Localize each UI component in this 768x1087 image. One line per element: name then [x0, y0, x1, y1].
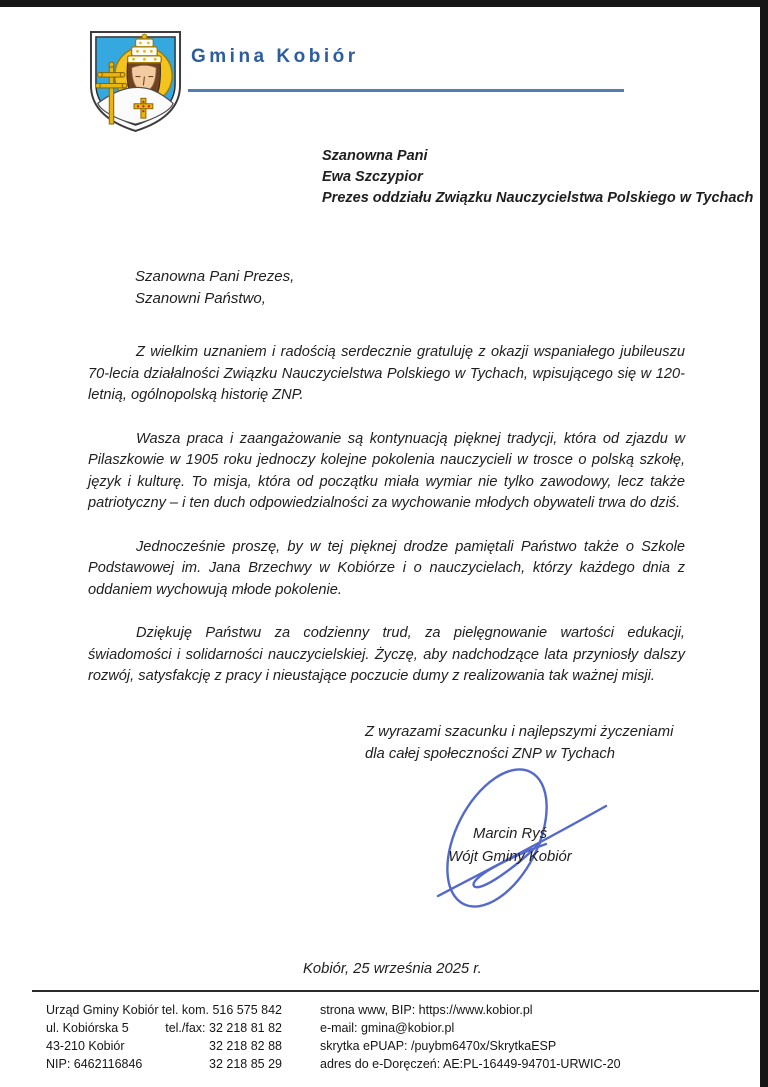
closing-line: Z wyrazami szacunku i najlepszymi życzeniami: [365, 724, 674, 740]
recipient-block: [322, 146, 753, 209]
footer-phone: tel./fax: 32 218 81 82: [165, 1021, 282, 1035]
footer-edoreczenia: adres do e-Doręczeń: AE:PL-16449-94701-URWIC-20: [320, 1057, 621, 1071]
recipient-name: Ewa Szczypior: [322, 169, 423, 185]
footer-email: e-mail: gmina@kobior.pl: [320, 1021, 455, 1035]
signature-name: Marcin Ryś: [473, 826, 547, 842]
footer-nip: NIP: 6462116846: [46, 1057, 143, 1071]
salutation-block: [135, 266, 294, 310]
recipient-line: Szanowna Pani: [322, 148, 428, 164]
recipient-role: Prezes oddziału Związku Nauczycielstwa Polskiego w Tychach: [322, 190, 754, 206]
footer-phone: 32 218 85 29: [209, 1057, 282, 1071]
footer-phones: [157, 1001, 282, 1073]
org-name: Gmina Kobiór: [191, 46, 359, 67]
closing-line: dla całej społeczności ZNP w Tychach: [365, 746, 616, 762]
footer-epuap: skrytka ePUAP: /puybm6470x/SkrytkaESP: [320, 1039, 557, 1053]
footer-street: ul. Kobiórska 5: [46, 1021, 129, 1035]
footer-online: [320, 1001, 621, 1073]
date-line: Kobiór, 25 września 2025 r.: [303, 961, 482, 977]
letter-body: [88, 342, 685, 710]
letterhead-rule: [188, 89, 624, 92]
salutation-line: Szanowna Pani Prezes,: [135, 268, 295, 285]
paragraph: Z wielkim uznaniem i radością serdecznie gratuluję z okazji wspaniałego jubileuszu 70-lecia działalności Związku Nauczycielstwa Polskiego w Tychach, wpisującego się w 120-letnią, ogólnopolską historię ZNP.: [88, 344, 685, 403]
footer-rule: [32, 990, 759, 992]
scan-edge-right: [760, 0, 768, 1087]
paragraph: Wasza praca i zaangażowanie są kontynuacją pięknej tradycji, która od zjazdu w Pilaszkowie w 1905 roku jednoczy kolejne pokolenia nauczycieli w trosce o polską szkołę, język i kulturę. To misja, która od początku miała wymiar nie tylko zawodowy, lecz także patriotyczny – i ten duch odpowiedzialności za wychowanie młodych obywateli trwa do dziś.: [88, 430, 685, 511]
signature-block: [425, 823, 595, 869]
salutation-line: Szanowni Państwo,: [135, 290, 266, 307]
signature-title: Wójt Gminy Kobiór: [448, 849, 572, 865]
footer-phone: tel. kom. 516 575 842: [161, 1003, 282, 1017]
scan-edge-top: [0, 0, 768, 7]
paragraph: Dziękuję Państwu za codzienny trud, za pielęgnowanie wartości edukacji, świadomości i solidarności nauczycielskiej. Życzę, aby nadchodzące lata przyniosły dalszy rozwój, satysfakcję z pracy i nieustające poczucie dumy z realizowania tak ważnej misji.: [88, 625, 685, 684]
footer-city: 43-210 Kobiór: [46, 1039, 125, 1053]
footer-website: strona www, BIP: https://www.kobior.pl: [320, 1003, 533, 1017]
footer-address: [46, 1001, 159, 1073]
footer-org: Urząd Gminy Kobiór: [46, 1003, 159, 1017]
footer-phone: 32 218 82 88: [209, 1039, 282, 1053]
paragraph: Jednocześnie proszę, by w tej pięknej drodze pamiętali Państwo także o Szkole Podstawowej im. Jana Brzechwy w Kobiórze i o nauczycielach, którzy każdego dnia z oddaniem wychowują młode pokolenie.: [88, 538, 685, 598]
coat-of-arms-icon: [88, 30, 183, 133]
